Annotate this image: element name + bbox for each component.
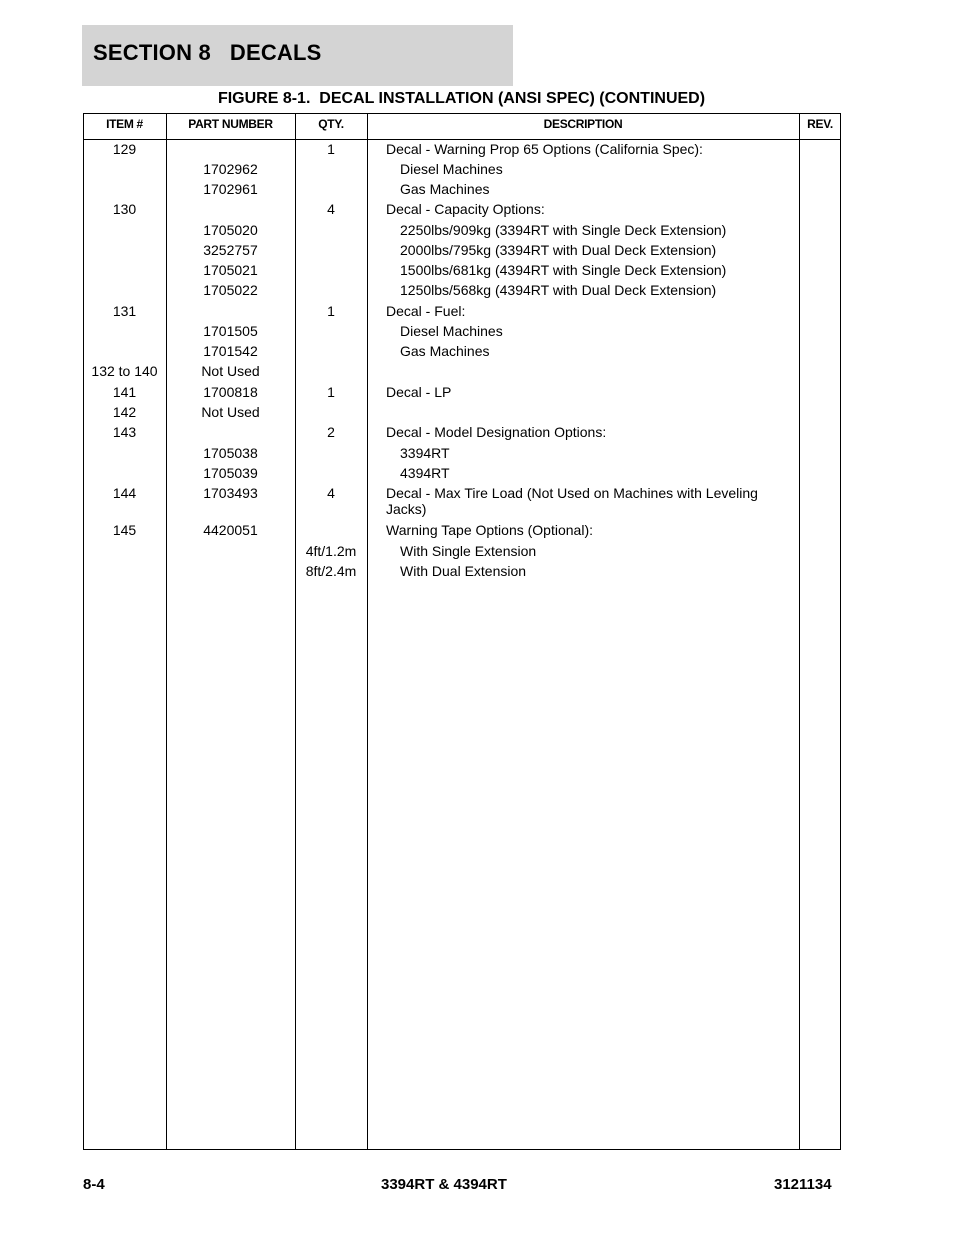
table-cell-description: Decal - Max Tire Load (Not Used on Machines with Leveling Jacks) (386, 485, 758, 517)
table-cell-part-number: 1701542 (203, 343, 258, 359)
table-cell-description: Decal - Fuel: (386, 303, 466, 319)
column-divider (295, 113, 296, 1150)
table-cell-part-number: 1702961 (203, 181, 258, 197)
table-cell-qty: 2 (327, 424, 335, 440)
table-cell-description: 1500lbs/681kg (4394RT with Single Deck Extension) (400, 262, 727, 278)
column-header-qty: QTY. (318, 117, 344, 131)
header-divider (83, 139, 841, 140)
table-cell-qty: 1 (327, 384, 335, 400)
table-cell-description: 4394RT (400, 465, 450, 481)
table-cell-item: 130 (112, 201, 137, 217)
table-cell-description: Warning Tape Options (Optional): (386, 522, 593, 538)
table-cell-description: Decal - Warning Prop 65 Options (California Spec): (386, 141, 703, 157)
table-cell-part-number: 3252757 (203, 242, 258, 258)
table-cell-description: Diesel Machines (400, 161, 503, 177)
table-cell-description: With Dual Extension (400, 563, 527, 579)
footer-page-number: 8-4 (83, 1176, 105, 1193)
table-cell-part-number: 1701505 (203, 323, 258, 339)
footer-model: 3394RT & 4394RT (381, 1176, 507, 1193)
section-title: SECTION 8 DECALS (93, 40, 322, 65)
column-header-item: ITEM # (106, 117, 143, 131)
footer-doc-number: 3121134 (774, 1176, 832, 1193)
table-cell-qty: 4 (327, 485, 335, 501)
table-cell-item: 142 (112, 404, 137, 420)
table-cell-item: 145 (112, 522, 137, 538)
table-cell-description: 2000lbs/795kg (3394RT with Dual Deck Extension) (400, 242, 717, 258)
table-cell-description: Decal - Capacity Options: (386, 201, 545, 217)
column-divider (367, 113, 368, 1150)
table-cell-part-number: Not Used (201, 363, 260, 379)
table-cell-item: 129 (112, 141, 137, 157)
figure-title: FIGURE 8-1. DECAL INSTALLATION (ANSI SPEC) (CONTINUED) (217, 90, 706, 107)
table-cell-part-number: Not Used (201, 404, 260, 420)
table-cell-item: 141 (112, 384, 137, 400)
table-cell-qty: 4 (327, 201, 335, 217)
table-cell-description: Decal - LP (386, 384, 452, 400)
table-cell-qty: 4ft/1.2m (305, 543, 357, 559)
table-cell-description: 2250lbs/909kg (3394RT with Single Deck Extension) (400, 222, 727, 238)
table-cell-item: 144 (112, 485, 137, 501)
table-cell-qty: 1 (327, 141, 335, 157)
table-cell-description: 3394RT (400, 445, 450, 461)
table-cell-description: Diesel Machines (400, 323, 503, 339)
table-cell-part-number: 1705039 (203, 465, 258, 481)
table-cell-description: 1250lbs/568kg (4394RT with Dual Deck Extension) (400, 282, 717, 298)
table-cell-part-number: 1705021 (203, 262, 258, 278)
table-cell-item: 131 (112, 303, 137, 319)
column-header-rev: REV. (807, 117, 833, 131)
table-cell-qty: 1 (327, 303, 335, 319)
table-cell-qty: 8ft/2.4m (305, 563, 357, 579)
table-cell-part-number: 1705038 (203, 445, 258, 461)
table-cell-part-number: 1703493 (203, 485, 258, 501)
column-header-description: DESCRIPTION (543, 117, 623, 131)
table-cell-description: With Single Extension (400, 543, 537, 559)
table-cell-part-number: 4420051 (203, 522, 258, 538)
table-cell-description: Gas Machines (400, 343, 490, 359)
table-cell-part-number: 1702962 (203, 161, 258, 177)
column-header-part-number: PART NUMBER (188, 117, 273, 131)
table-cell-part-number: 1705020 (203, 222, 258, 238)
table-cell-part-number: 1700818 (203, 384, 258, 400)
table-cell-part-number: 1705022 (203, 282, 258, 298)
table-cell-item: 143 (112, 424, 137, 440)
table-cell-description: Gas Machines (400, 181, 490, 197)
table-cell-item: 132 to 140 (91, 363, 158, 379)
table-cell-description: Decal - Model Designation Options: (386, 424, 607, 440)
